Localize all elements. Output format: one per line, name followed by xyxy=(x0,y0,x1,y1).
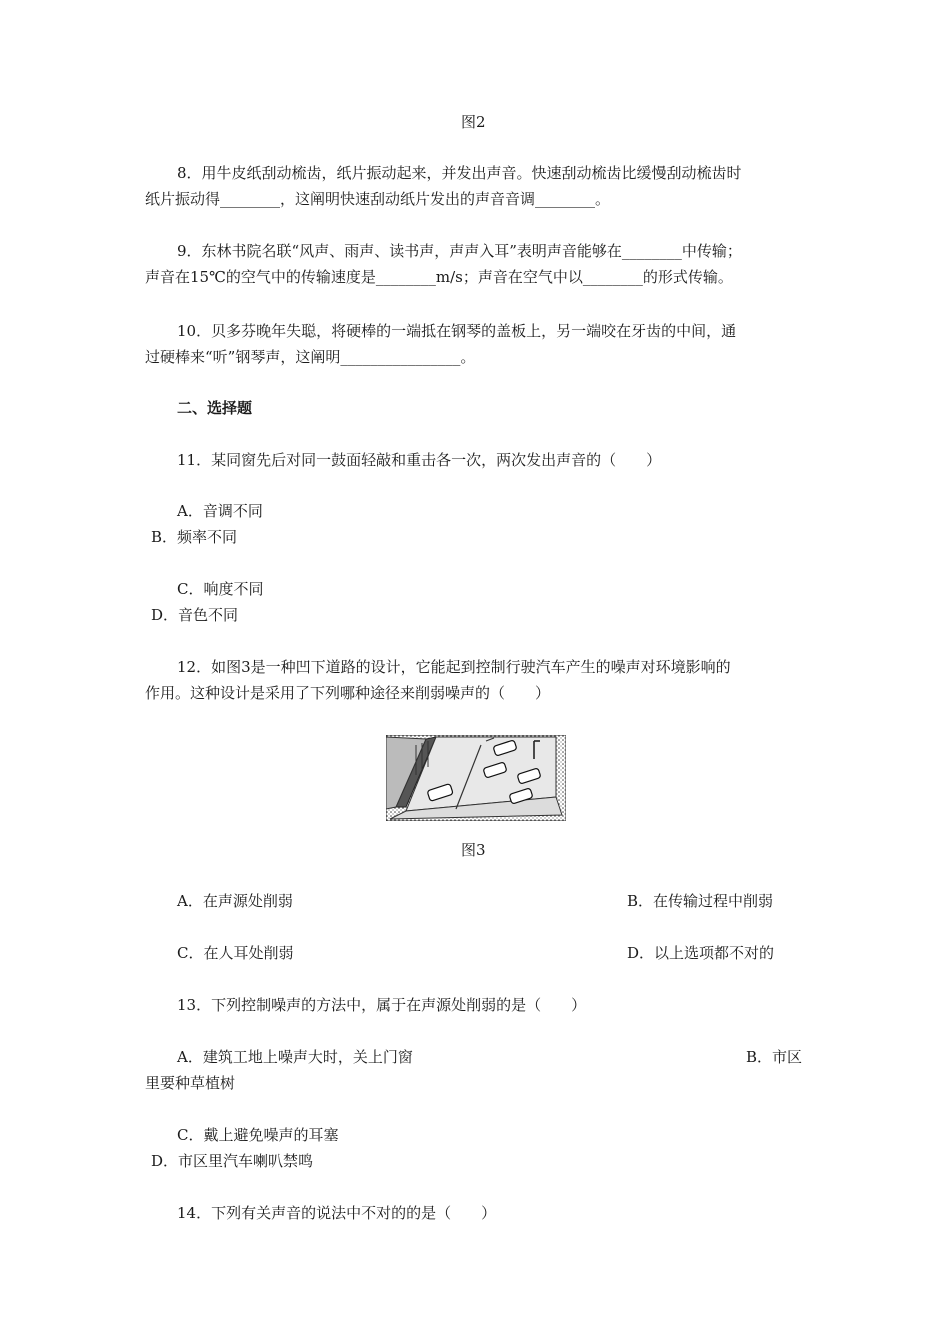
question-8-line-1: 8．用牛皮纸刮动梳齿，纸片振动起来，并发出声音。快速刮动梳齿比缓慢刮动梳齿时 xyxy=(177,164,742,182)
question-13-option-c: C．戴上避免噪声的耳塞 xyxy=(177,1126,339,1144)
question-9-line-1: 9．东林书院名联“风声、雨声、读书声，声声入耳”表明声音能够在________中传输； xyxy=(177,242,742,260)
question-10-line-2: 过硬棒来“听”钢琴声，这阐明________________。 xyxy=(145,348,476,366)
question-12-line-2: 作用。这种设计是采用了下列哪种途径来削弱噪声的（ ） xyxy=(145,684,551,702)
question-12-line-1: 12．如图3是一种凹下道路的设计，它能起到控制行驶汽车产生的噪声对环境影响的 xyxy=(177,658,731,676)
question-11-option-b: B．频率不同 xyxy=(151,528,238,546)
figure-3-caption: 图3 xyxy=(461,841,486,859)
question-10-line-1: 10．贝多芬晚年失聪，将硬棒的一端抵在钢琴的盖板上，另一端咬在牙齿的中间，通 xyxy=(177,322,737,340)
question-13-option-a: A．建筑工地上噪声大时，关上门窗 xyxy=(177,1048,413,1066)
question-12-option-c: C．在人耳处削弱 xyxy=(177,944,294,962)
question-12-option-a: A．在声源处削弱 xyxy=(177,892,293,910)
question-13-option-b-part-1: B．市区 xyxy=(746,1048,803,1066)
question-12-option-d: D．以上选项都不对的 xyxy=(627,944,775,962)
question-13-option-b-part-2: 里要种草植树 xyxy=(145,1074,236,1092)
question-8-line-2: 纸片振动得________，这阐明快速刮动纸片发出的声音音调________。 xyxy=(145,190,611,208)
question-11-option-c: C．响度不同 xyxy=(177,580,264,598)
question-14-stem: 14．下列有关声音的说法中不对的的是（ ） xyxy=(177,1204,497,1222)
section-2-title: 二、选择题 xyxy=(177,399,253,417)
question-13-option-d: D．市区里汽车喇叭禁鸣 xyxy=(151,1152,314,1170)
question-12-option-b: B．在传输过程中削弱 xyxy=(627,892,774,910)
question-13-stem: 13．下列控制噪声的方法中，属于在声源处削弱的是（ ） xyxy=(177,996,587,1014)
question-9-line-2: 声音在15℃的空气中的传输速度是________m/s；声音在空气中以________的形式传输。 xyxy=(145,268,733,286)
question-11-option-a: A．音调不同 xyxy=(177,502,263,520)
figure-2-caption: 图2 xyxy=(461,113,486,131)
sunken-road-illustration xyxy=(386,735,566,821)
question-11-stem: 11．某同窗先后对同一鼓面轻敲和重击各一次，两次发出声音的（ ） xyxy=(177,451,662,469)
question-11-option-d: D．音色不同 xyxy=(151,606,239,624)
